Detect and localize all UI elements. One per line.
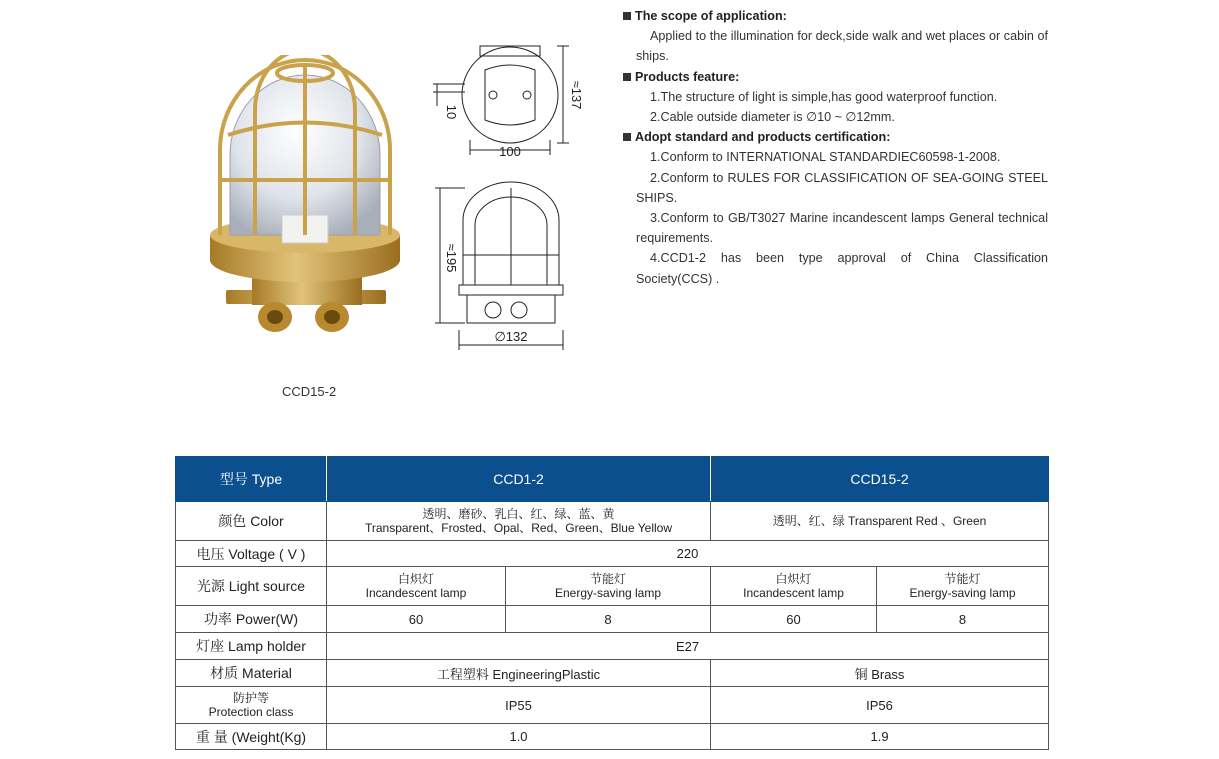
protection-b: IP56: [711, 687, 1049, 724]
section-heading: Adopt standard and products certification:: [635, 130, 891, 145]
table-row: [176, 687, 1049, 724]
light-source-en: Incandescent lamp: [743, 586, 844, 600]
section-standards: [623, 127, 1048, 289]
color-b-cell: 透明、红、绿 Transparent Red 、Green: [711, 502, 1049, 541]
protection-label-cn: 防护等: [232, 691, 269, 705]
table-header-row: [176, 457, 1049, 502]
table-row: [176, 541, 1049, 567]
section-paragraph: 1.Conform to INTERNATIONAL STANDARDIEC60598-1-2008.: [650, 150, 1001, 165]
section-paragraph: 4.CCD1-2 has been type approval of China Classification Society(CCS) .: [636, 251, 1048, 286]
top-view-drawing: [425, 40, 585, 160]
row-label: 颜色 Color: [176, 502, 327, 541]
side-height-dim: ≈195: [444, 243, 459, 273]
light-source-cn: 白炽灯: [775, 572, 812, 586]
protection-label-en: Protection class: [208, 705, 294, 719]
power-value: 60: [327, 606, 506, 633]
section-paragraph: 3.Conform to GB/T3027 Marine incandescent lamps General technical requirements.: [636, 211, 1048, 246]
section-heading: The scope of application:: [635, 9, 787, 23]
side-diameter-dim: ∅132: [494, 329, 528, 344]
header-model-b: CCD15-2: [711, 457, 1049, 502]
product-caption: CCD15-2: [282, 384, 337, 399]
top-height-dim: ≈137: [569, 80, 584, 110]
light-source-cell: [506, 567, 711, 606]
header-type: 型号 Type: [176, 457, 327, 502]
light-source-cn: 节能灯: [944, 572, 981, 586]
light-source-cn: 节能灯: [590, 572, 627, 586]
color-a-cell: [327, 502, 711, 541]
section-scope: [623, 6, 1048, 67]
section-paragraph: 1.The structure of light is simple,has good waterproof function.: [650, 89, 998, 104]
row-label: [176, 687, 327, 724]
color-a-en: Transparent、Frosted、Opal、Red、Green、Blue Yellow: [364, 521, 673, 535]
light-source-cell: [877, 567, 1049, 606]
spec-table: [175, 456, 1049, 750]
table-row: [176, 606, 1049, 633]
section-heading: Products feature:: [635, 69, 740, 84]
weight-a: 1.0: [327, 724, 711, 750]
row-label: 灯座 Lamp holder: [176, 633, 327, 660]
power-value: 8: [877, 606, 1049, 633]
row-label: 光源 Light source: [176, 567, 327, 606]
row-label: 电压 Voltage ( V ): [176, 541, 327, 567]
side-view-drawing: [425, 180, 585, 355]
section-features: [623, 67, 1048, 128]
top-side-dim: 10: [444, 104, 459, 120]
voltage-value: 220: [327, 541, 1049, 567]
table-row: [176, 660, 1049, 687]
row-label: 功率 Power(W): [176, 606, 327, 633]
power-value: 8: [506, 606, 711, 633]
row-label: 重 量 (Weight(Kg): [176, 724, 327, 750]
table-row: [176, 633, 1049, 660]
light-source-en: Energy-saving lamp: [909, 586, 1016, 600]
bullet-square-icon: [623, 133, 631, 141]
power-value: 60: [711, 606, 877, 633]
bullet-square-icon: [623, 12, 631, 20]
light-source-cell: [327, 567, 506, 606]
section-paragraph: 2.Cable outside diameter is ∅10 ~ ∅12mm.: [650, 110, 895, 125]
light-source-en: Incandescent lamp: [365, 586, 467, 600]
table-row: [176, 724, 1049, 750]
product-description: [623, 6, 1048, 289]
color-a-cn: 透明、磨砂、乳白、红、绿、蓝、黄: [422, 507, 615, 521]
bullet-square-icon: [623, 73, 631, 81]
product-photo: [200, 55, 410, 345]
table-row: [176, 502, 1049, 541]
weight-b: 1.9: [711, 724, 1049, 750]
header-model-a: CCD1-2: [327, 457, 711, 502]
lamp-holder-value: E27: [327, 633, 1049, 660]
section-paragraph: 2.Conform to RULES FOR CLASSIFICATION OF SEA-GOING STEEL SHIPS.: [636, 170, 1048, 205]
material-a: 工程塑料 EngineeringPlastic: [327, 660, 711, 687]
material-b: 铜 Brass: [711, 660, 1049, 687]
light-source-cell: [711, 567, 877, 606]
table-row: [176, 567, 1049, 606]
row-label: 材质 Material: [176, 660, 327, 687]
section-paragraph: Applied to the illumination for deck,side walk and wet places or cabin of ships.: [636, 29, 1048, 64]
light-source-cn: 白炽灯: [397, 572, 434, 586]
protection-a: IP55: [327, 687, 711, 724]
top-width-dim: 100: [499, 144, 521, 159]
light-source-en: Energy-saving lamp: [554, 586, 662, 600]
